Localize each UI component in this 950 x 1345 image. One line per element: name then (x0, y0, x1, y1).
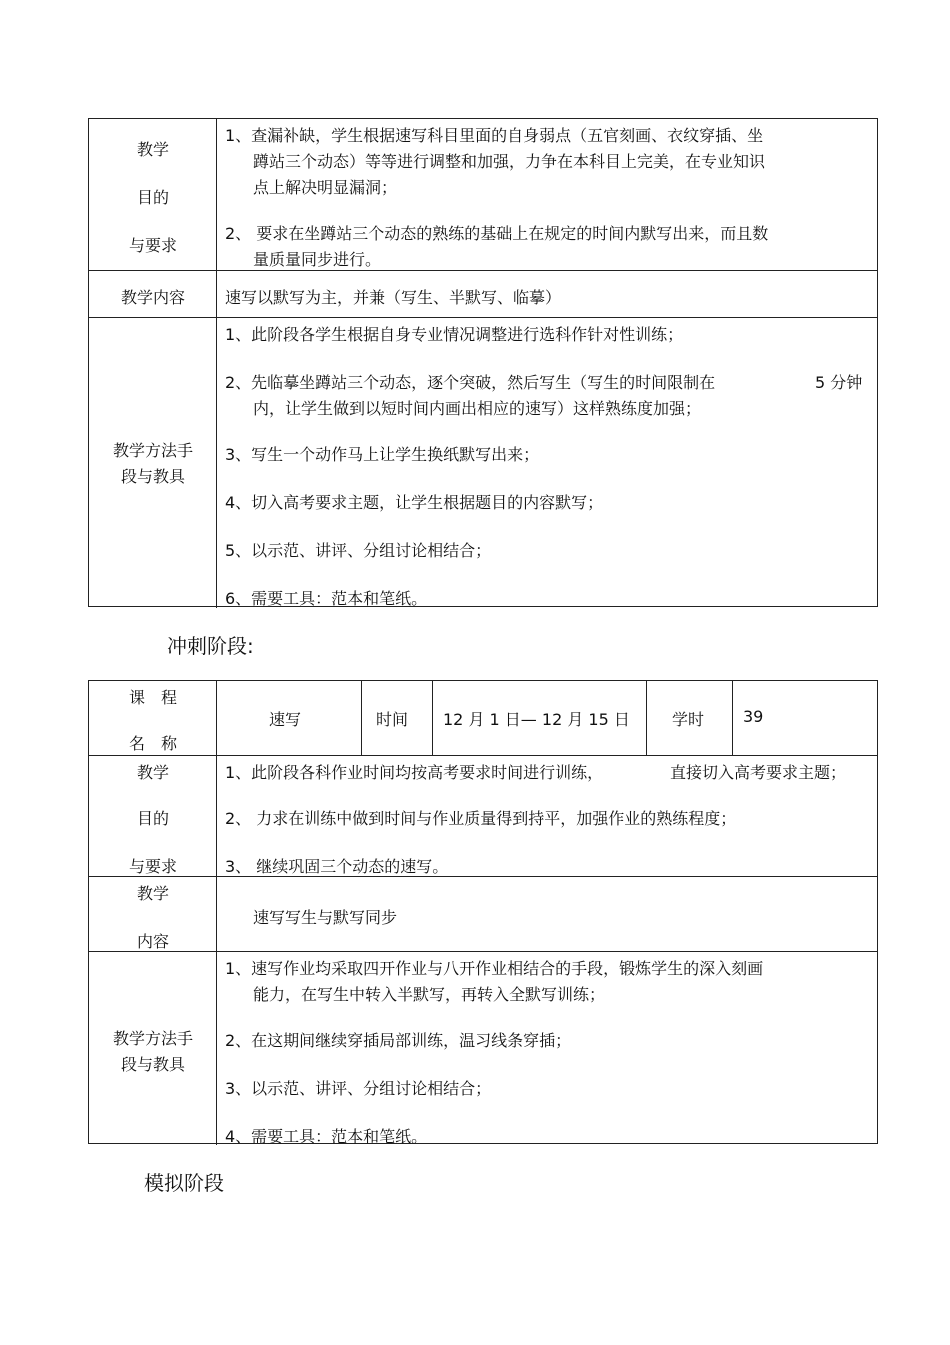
label-cell (89, 119, 217, 270)
content-text: 速写以默写为主，并兼（写生、半默写、临摹） (225, 288, 562, 307)
goal-item-3: 3、 继续巩固三个动态的速写。 (225, 857, 449, 876)
method-item-1: 1、速写作业均采取四开作业与八开作业相结合的手段，锻炼学生的深入刻画 (225, 959, 764, 978)
row-teaching-content (89, 876, 877, 951)
row-teaching-goal (89, 119, 877, 270)
label-line: 教学内容 (120, 288, 185, 307)
goal-item-1: 1、此阶段各科作业时间均按高考要求时间进行训练， (225, 763, 604, 782)
method-item-2: 2、在这期间继续穿插局部训练，温习线条穿插； (225, 1031, 572, 1050)
label-line: 段与教具 (120, 467, 185, 486)
content-cell (217, 877, 877, 951)
time-value: 12 月 1 日— 12 月 15 日 (443, 710, 630, 729)
course-label-line: 课 程 (128, 688, 177, 707)
goal-item-2-line-2: 量质量同步进行。 (253, 250, 382, 269)
method-item-4: 4、切入高考要求主题，让学生根据题目的内容默写； (225, 493, 604, 512)
label-cell (89, 756, 217, 876)
label-line: 段与教具 (120, 1055, 185, 1074)
goal-item-2-line-1: 2、 要求在坐蹲站三个动态的熟练的基础上在规定的时间内默写出来，而且数 (225, 224, 769, 243)
method-item-1-line-2: 能力，在写生中转入半默写，再转入全默写训练； (253, 985, 606, 1004)
method-item-5: 5、以示范、讲评、分组讨论相结合； (225, 541, 492, 560)
section-title-sprint: 冲刺阶段: (167, 634, 254, 658)
content-cell (217, 271, 877, 317)
row-teaching-method (89, 317, 877, 608)
label-cell (89, 952, 217, 1145)
hours-label: 学时 (672, 710, 705, 729)
method-item-1: 1、此阶段各学生根据自身专业情况调整进行选科作针对性训练； (225, 325, 684, 344)
table-sprint-stage (88, 680, 878, 1144)
goal-item-1-tail: 直接切入高考要求主题； (670, 763, 847, 782)
label-line: 教学 (136, 884, 169, 903)
method-item-3: 3、以示范、讲评、分组讨论相结合； (225, 1079, 492, 1098)
section-title-mock: 模拟阶段 (144, 1171, 224, 1195)
row-course-header (89, 681, 877, 755)
label-line: 教学方法手 (112, 441, 193, 460)
goal-item-1-line-1: 1、查漏补缺，学生根据速写科目里面的自身弱点（五官刻画、衣纹穿插、坐 (225, 126, 764, 145)
table-stage-prev (88, 118, 878, 607)
row-teaching-goal (89, 755, 877, 876)
course-value: 速写 (269, 710, 302, 729)
label-line: 与要求 (128, 236, 177, 255)
content-cell (217, 952, 877, 1145)
goal-item-1-line-3: 点上解决明显漏洞； (253, 178, 398, 197)
divider (646, 681, 647, 755)
row-teaching-content (89, 270, 877, 317)
divider (732, 681, 733, 755)
divider (361, 681, 362, 755)
label-line: 目的 (136, 809, 169, 828)
label-line: 目的 (136, 188, 169, 207)
content-cell (217, 119, 877, 270)
method-item-2-line-2: 内，让学生做到以短时间内画出相应的速写）这样熟练度加强； (253, 399, 702, 418)
method-item-4: 4、需要工具：范本和笔纸。 (225, 1127, 428, 1146)
hours-value: 39 (743, 707, 764, 726)
goal-item-1-line-2: 蹲站三个动态）等等进行调整和加强，力争在本科目上完美，在专业知识 (253, 152, 766, 171)
divider (432, 681, 433, 755)
label-line: 与要求 (128, 857, 177, 876)
label-line: 内容 (136, 932, 169, 951)
course-label-line: 名 称 (128, 734, 177, 753)
label-line: 教学方法手 (112, 1029, 193, 1048)
method-item-3: 3、写生一个动作马上让学生换纸默写出来； (225, 445, 540, 464)
label-cell (89, 877, 217, 951)
method-item-2-time: 5 分钟 (815, 373, 863, 392)
time-label: 时间 (376, 710, 409, 729)
content-cell (217, 318, 877, 608)
row-teaching-method (89, 951, 877, 1145)
method-item-6: 6、需要工具：范本和笔纸。 (225, 589, 428, 608)
course-label-cell (89, 681, 217, 755)
label-cell (89, 318, 217, 608)
goal-item-2: 2、 力求在训练中做到时间与作业质量得到持平，加强作业的熟练程度； (225, 809, 737, 828)
content-text: 速写写生与默写同步 (253, 908, 398, 927)
label-line: 教学 (136, 763, 169, 782)
method-item-2: 2、先临摹坐蹲站三个动态，逐个突破，然后写生（写生的时间限制在 (225, 373, 716, 392)
label-cell (89, 271, 217, 317)
label-line: 教学 (136, 140, 169, 159)
content-cell (217, 756, 877, 876)
